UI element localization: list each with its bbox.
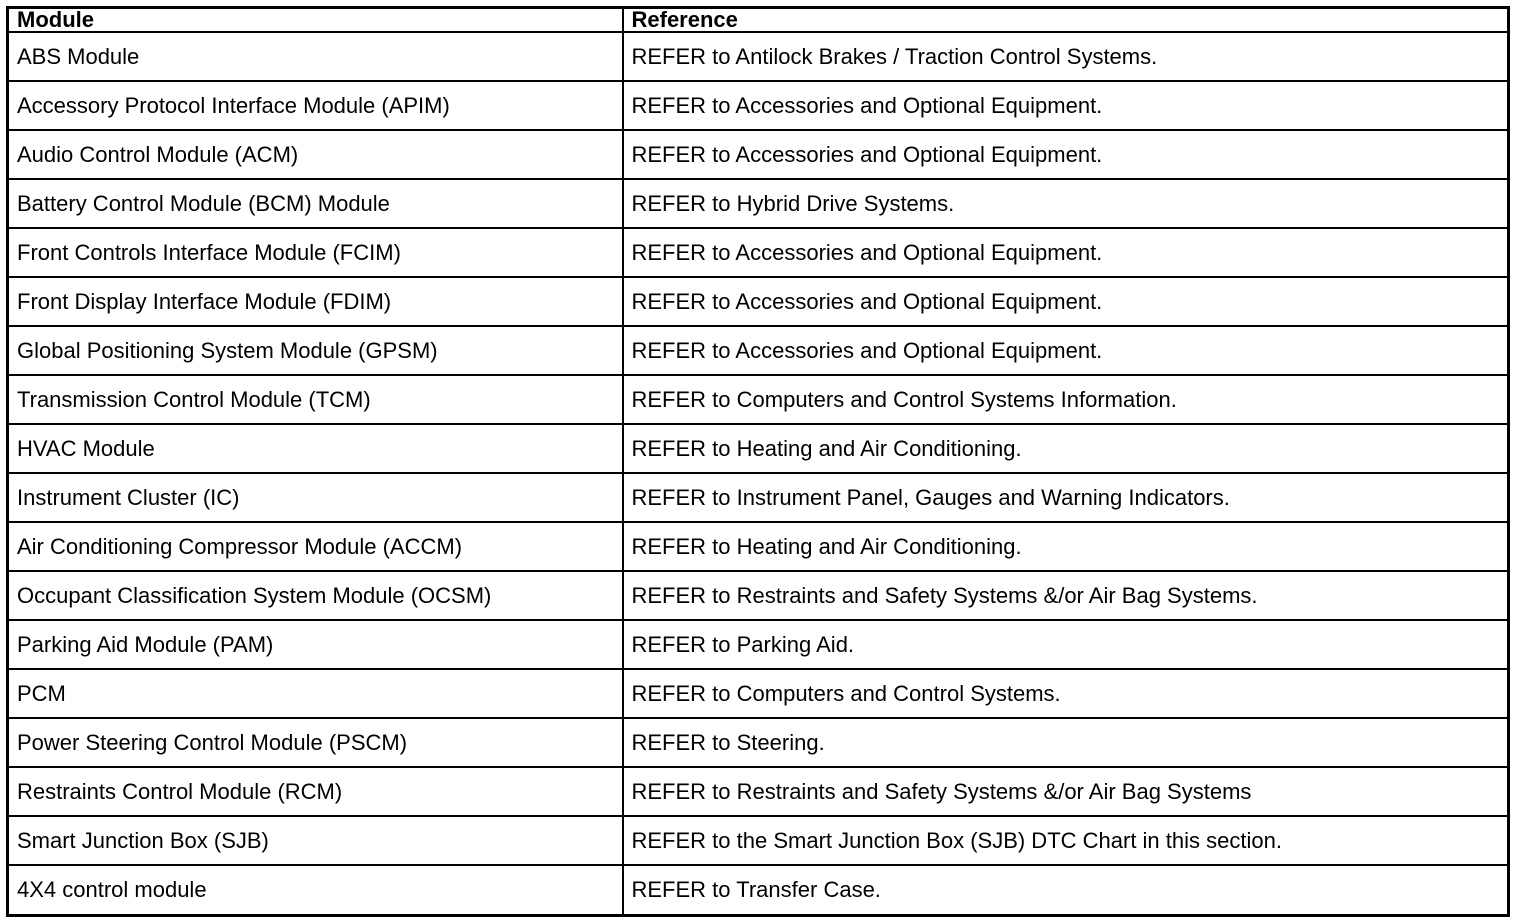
module-cell: Power Steering Control Module (PSCM) bbox=[8, 718, 623, 767]
module-cell: Air Conditioning Compressor Module (ACCM) bbox=[8, 522, 623, 571]
reference-cell: REFER to Hybrid Drive Systems. bbox=[623, 179, 1509, 228]
table-row bbox=[8, 865, 1509, 915]
table-header-row bbox=[8, 8, 1509, 33]
module-cell: Front Controls Interface Module (FCIM) bbox=[8, 228, 623, 277]
table-row bbox=[8, 375, 1509, 424]
module-cell: Battery Control Module (BCM) Module bbox=[8, 179, 623, 228]
module-cell: Occupant Classification System Module (OCSM) bbox=[8, 571, 623, 620]
table-row bbox=[8, 32, 1509, 81]
module-cell: Accessory Protocol Interface Module (APIM) bbox=[8, 81, 623, 130]
table-row bbox=[8, 130, 1509, 179]
module-cell: 4X4 control module bbox=[8, 865, 623, 915]
reference-cell: REFER to Parking Aid. bbox=[623, 620, 1509, 669]
reference-cell: REFER to Restraints and Safety Systems &/or Air Bag Systems bbox=[623, 767, 1509, 816]
reference-cell: REFER to Transfer Case. bbox=[623, 865, 1509, 915]
table-row bbox=[8, 816, 1509, 865]
module-cell: Smart Junction Box (SJB) bbox=[8, 816, 623, 865]
reference-cell: REFER to the Smart Junction Box (SJB) DTC Chart in this section. bbox=[623, 816, 1509, 865]
module-cell: Global Positioning System Module (GPSM) bbox=[8, 326, 623, 375]
module-cell: ABS Module bbox=[8, 32, 623, 81]
table-row bbox=[8, 718, 1509, 767]
module-cell: HVAC Module bbox=[8, 424, 623, 473]
reference-cell: REFER to Instrument Panel, Gauges and Warning Indicators. bbox=[623, 473, 1509, 522]
reference-cell: REFER to Accessories and Optional Equipment. bbox=[623, 81, 1509, 130]
module-cell: Transmission Control Module (TCM) bbox=[8, 375, 623, 424]
module-cell: Front Display Interface Module (FDIM) bbox=[8, 277, 623, 326]
column-header-module: Module bbox=[8, 8, 623, 33]
reference-cell: REFER to Steering. bbox=[623, 718, 1509, 767]
module-cell: PCM bbox=[8, 669, 623, 718]
reference-cell: REFER to Accessories and Optional Equipment. bbox=[623, 130, 1509, 179]
table-row bbox=[8, 571, 1509, 620]
reference-cell: REFER to Accessories and Optional Equipment. bbox=[623, 277, 1509, 326]
module-cell: Audio Control Module (ACM) bbox=[8, 130, 623, 179]
column-header-reference: Reference bbox=[623, 8, 1509, 33]
table-row bbox=[8, 767, 1509, 816]
reference-cell: REFER to Restraints and Safety Systems &/or Air Bag Systems. bbox=[623, 571, 1509, 620]
reference-cell: REFER to Computers and Control Systems. bbox=[623, 669, 1509, 718]
module-cell: Restraints Control Module (RCM) bbox=[8, 767, 623, 816]
reference-cell: REFER to Accessories and Optional Equipment. bbox=[623, 326, 1509, 375]
table-row bbox=[8, 424, 1509, 473]
table-row bbox=[8, 669, 1509, 718]
table-row bbox=[8, 620, 1509, 669]
reference-cell: REFER to Antilock Brakes / Traction Control Systems. bbox=[623, 32, 1509, 81]
module-cell: Parking Aid Module (PAM) bbox=[8, 620, 623, 669]
reference-cell: REFER to Accessories and Optional Equipment. bbox=[623, 228, 1509, 277]
table-row bbox=[8, 522, 1509, 571]
module-reference-table bbox=[6, 6, 1510, 917]
table-row bbox=[8, 326, 1509, 375]
table-row bbox=[8, 179, 1509, 228]
table-row bbox=[8, 81, 1509, 130]
module-cell: Instrument Cluster (IC) bbox=[8, 473, 623, 522]
table-row bbox=[8, 228, 1509, 277]
reference-cell: REFER to Computers and Control Systems Information. bbox=[623, 375, 1509, 424]
table-row bbox=[8, 473, 1509, 522]
reference-cell: REFER to Heating and Air Conditioning. bbox=[623, 424, 1509, 473]
reference-cell: REFER to Heating and Air Conditioning. bbox=[623, 522, 1509, 571]
table-row bbox=[8, 277, 1509, 326]
